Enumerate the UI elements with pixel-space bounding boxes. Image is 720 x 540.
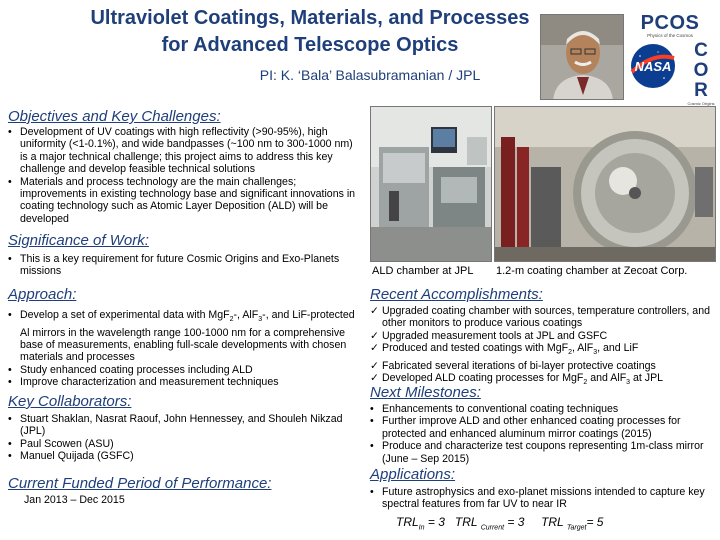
nasa-logo-text: NASA [634, 59, 672, 74]
coating-chamber-photo [494, 106, 716, 262]
trl-target: TRL $_{Target}$= 5 [541, 515, 604, 532]
coating-chamber-caption: 1.2-m coating chamber at Zecoat Corp. [496, 265, 688, 277]
pi-line: PI: K. ‘Bala’ Balasubramanian / JPL [259, 67, 481, 83]
nasa-meatball-icon [628, 42, 678, 90]
applications-list [368, 486, 716, 511]
period-text: Jan 2013 – Dec 2015 [24, 494, 125, 506]
objectives-heading: Objectives and Key Challenges: [8, 108, 221, 125]
significance-item: • This is a key requirement for future Cosmic Origins and Exo-Planets missions [8, 253, 340, 278]
cor-logo-subtext: Cosmic Origins [687, 100, 715, 106]
significance-list [6, 253, 358, 278]
milestones-heading: Next Milestones: [370, 384, 481, 401]
accomplishment-item: ✓ Produced and tested coatings with MgF$_2$, AlF$_3$, and LiF [370, 342, 639, 357]
pcos-logo [625, 12, 715, 38]
collaborator-item: • Paul Scowen (ASU) [8, 437, 114, 450]
pi-portrait-image [541, 15, 624, 100]
check-icon: ✓ [370, 329, 379, 342]
objectives-item: • Materials and process technology are the main challenges; improvements in existing technology base and significant innovations in coating technology such as Atomic Layer Deposition (ALD) will be developed [8, 175, 356, 225]
milestone-item: • Produce and characterize test coupons representing 1m-class mirror (June – Sep 2015) [370, 440, 704, 465]
approach-item: • Study enhanced coating processes including ALD [8, 363, 253, 376]
milestones-list [368, 403, 716, 465]
approach-heading: Approach: [8, 286, 77, 303]
accomplishments-heading: Recent Accomplishments: [370, 286, 543, 303]
accomplishment-item: ✓ Upgraded measurement tools at JPL and GSFC [370, 329, 608, 342]
nasa-logo [628, 42, 678, 90]
trl-line [396, 515, 603, 531]
significance-heading: Significance of Work: [8, 232, 149, 249]
check-icon: ✓ [370, 305, 379, 317]
check-icon: ✓ [370, 359, 379, 372]
check-icon: ✓ [370, 342, 379, 355]
objectives-item: • Development of UV coatings with high reflectivity (>90-95%), high uniformity (<1-0.1%), and wide bandpasses (~100 nm to 300-1000 nm) is a major technical challenge; this project aims to address this key challenge and develop feasible technical solutions [8, 126, 353, 176]
coating-chamber-image [495, 107, 716, 262]
cor-logo-text: COR [693, 39, 709, 101]
pi-portrait [540, 14, 624, 100]
ald-chamber-photo [370, 106, 492, 262]
trl-current: TRL $_{Current}$ = 3 [454, 515, 525, 532]
trl-in: $TRL_{In} = 3$ [396, 515, 445, 532]
collaborators-heading: Key Collaborators: [8, 393, 132, 410]
approach-item: • Improve characterization and measurement techniques [8, 376, 279, 389]
pcos-logo-text: PCOS [640, 11, 700, 34]
title-line-1: Ultraviolet Coatings, Materials, and Processes [90, 7, 530, 29]
period-heading: Current Funded Period of Performance: [8, 475, 272, 492]
collaborators-list [6, 413, 358, 463]
application-item: • Future astrophysics and exo-planet missions intended to capture key spectral features from far UV to near IR [370, 486, 705, 511]
milestone-item: • Further improve ALD and other enhanced coating processes for protected and enhanced aluminum mirror coatings (2015) [370, 415, 681, 440]
milestone-item: • Enhancements to conventional coating techniques [370, 403, 619, 415]
pcos-logo-subtext: Physics of the Cosmos [647, 32, 693, 38]
accomplishment-item: ✓ Upgraded coating chamber with sources, temperature controllers, and other monitors to produce various coatings [370, 305, 710, 330]
accomplishments-list [368, 305, 716, 390]
applications-heading: Applications: [370, 466, 456, 483]
collaborator-item: • Stuart Shaklan, Nasrat Raouf, John Hennessey, and Shouleh Nikzad (JPL) [8, 413, 343, 438]
ald-chamber-caption: ALD chamber at JPL [372, 265, 474, 277]
ald-chamber-image [371, 107, 492, 262]
objectives-list [6, 126, 358, 225]
approach-item: • Develop a set of experimental data with MgF$_2$-, AlF$_3$-, and LiF-protected Al mirrors in the wavelength range 100-1000 nm for a comprehensive base of measurements, enabling full-scale developments with chosen materials and processes [8, 309, 355, 364]
accomplishment-item: ✓ Developed ALD coating processes for MgF$_2$ and AlF$_3$ at JPL [370, 372, 664, 387]
collaborator-item: • Manuel Quijada (GSFC) [8, 450, 134, 463]
approach-list [6, 309, 358, 389]
accomplishment-item: ✓ Fabricated several iterations of bi-layer protective coatings [370, 359, 656, 372]
cor-logo [684, 40, 718, 106]
title-line-2: for Advanced Telescope Optics [161, 34, 459, 56]
check-icon: ✓ [370, 372, 379, 385]
